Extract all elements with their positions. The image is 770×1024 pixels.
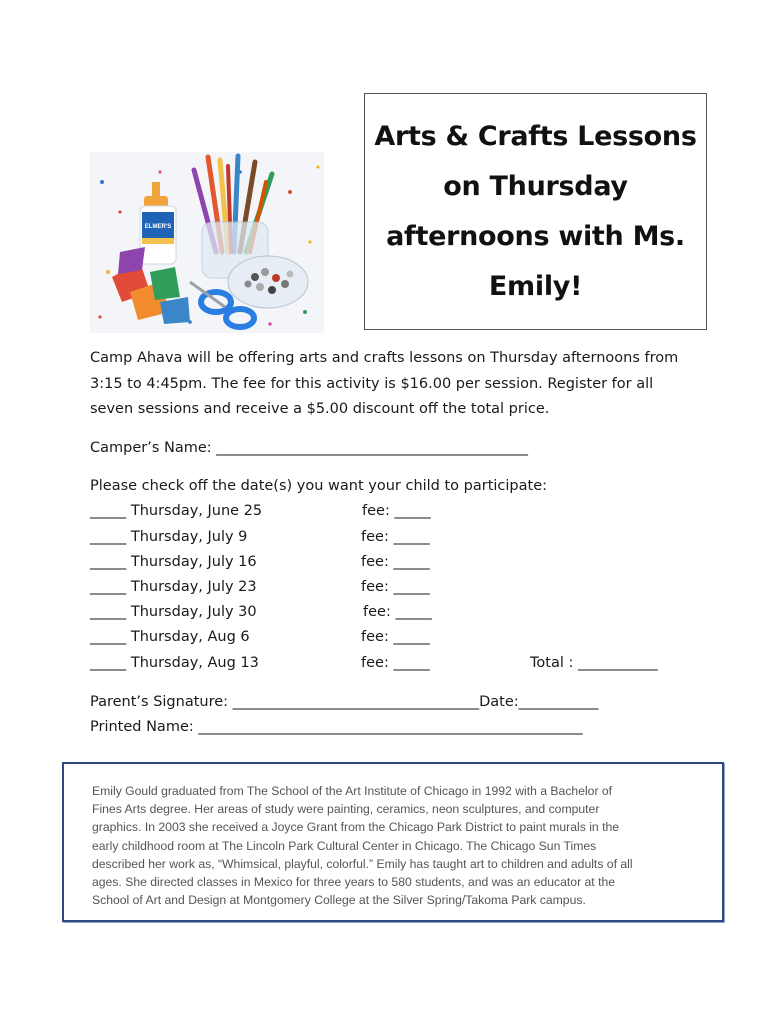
printed-name-field[interactable]: Printed Name: _____________________________________________________ [90, 719, 583, 735]
title-box [364, 93, 707, 330]
instructor-bio-box [62, 762, 724, 922]
session-fee-field[interactable]: fee: _____ [361, 579, 430, 595]
session-date-checkbox[interactable]: _____ Thursday, July 23 [90, 579, 257, 595]
session-fee-field[interactable]: fee: _____ [361, 554, 430, 570]
bio-line: graphics. In 2003 she received a Joyce Grant from the Chicago Park District to paint murals in the [92, 820, 620, 835]
title-line: on Thursday [443, 170, 628, 202]
intro-line: Camp Ahava will be offering arts and crafts lessons on Thursday afternoons from [90, 350, 679, 366]
session-date-checkbox[interactable]: _____ Thursday, July 16 [90, 554, 257, 570]
glue-label: ELMER'S [144, 224, 172, 230]
session-date-checkbox[interactable]: _____ Thursday, June 25 [90, 503, 263, 519]
title-line: Emily! [488, 270, 583, 302]
bio-line: early childhood room at The Lincoln Park Cultural Center in Chicago. The Chicago Sun Times [92, 838, 597, 853]
session-date-checkbox[interactable]: _____ Thursday, Aug 13 [90, 655, 259, 671]
bio-line: Fines Arts degree. Her areas of study were painting, ceramics, neon sculptures, and computer [92, 802, 600, 817]
bio-line: described her work as, “Whimsical, playful, colorful.” Emily has taught art to children and adults of all [92, 856, 633, 871]
session-date-checkbox[interactable]: _____ Thursday, Aug 6 [90, 629, 250, 645]
session-fee-field[interactable]: fee: _____ [361, 655, 430, 671]
bio-line: ages. She directed classes in Mexico for three years to 580 students, and was an educator at the [92, 875, 616, 890]
session-fee-field[interactable]: fee: _____ [363, 604, 432, 620]
intro-line: seven sessions and receive a $5.00 discount off the total price. [90, 401, 550, 417]
intro-line: 3:15 to 4:45pm. The fee for this activity is $16.00 per session. Register for all [90, 376, 654, 392]
bio-line: Emily Gould graduated from The School of the Art Institute of Chicago in 1992 with a Bachelor of [92, 784, 613, 798]
date-instruction: Please check off the date(s) you want your child to participate: [90, 478, 548, 494]
session-date-checkbox[interactable]: _____ Thursday, July 9 [90, 529, 248, 545]
title-line: afternoons with Ms. [386, 220, 685, 252]
session-fee-field[interactable]: fee: _____ [361, 629, 430, 645]
camper-name-field[interactable]: Camper’s Name: ___________________________________________ [90, 440, 529, 456]
session-date-checkbox[interactable]: _____ Thursday, July 30 [90, 604, 257, 620]
session-fee-field[interactable]: fee: _____ [362, 503, 431, 519]
bio-line: School of Art and Design at Montgomery College at the Silver Spring/Takoma Park campus. [92, 893, 586, 908]
session-fee-field[interactable]: fee: _____ [361, 529, 430, 545]
parent-signature-field[interactable]: Parent’s Signature: __________________________________Date:___________ [90, 694, 599, 710]
art-supplies-photo [90, 152, 324, 333]
instructor-bio [92, 782, 712, 909]
sequin-bowl [228, 256, 308, 308]
title-line: Arts & Crafts Lessons [374, 120, 697, 152]
total-field[interactable]: Total : ___________ [530, 655, 658, 671]
